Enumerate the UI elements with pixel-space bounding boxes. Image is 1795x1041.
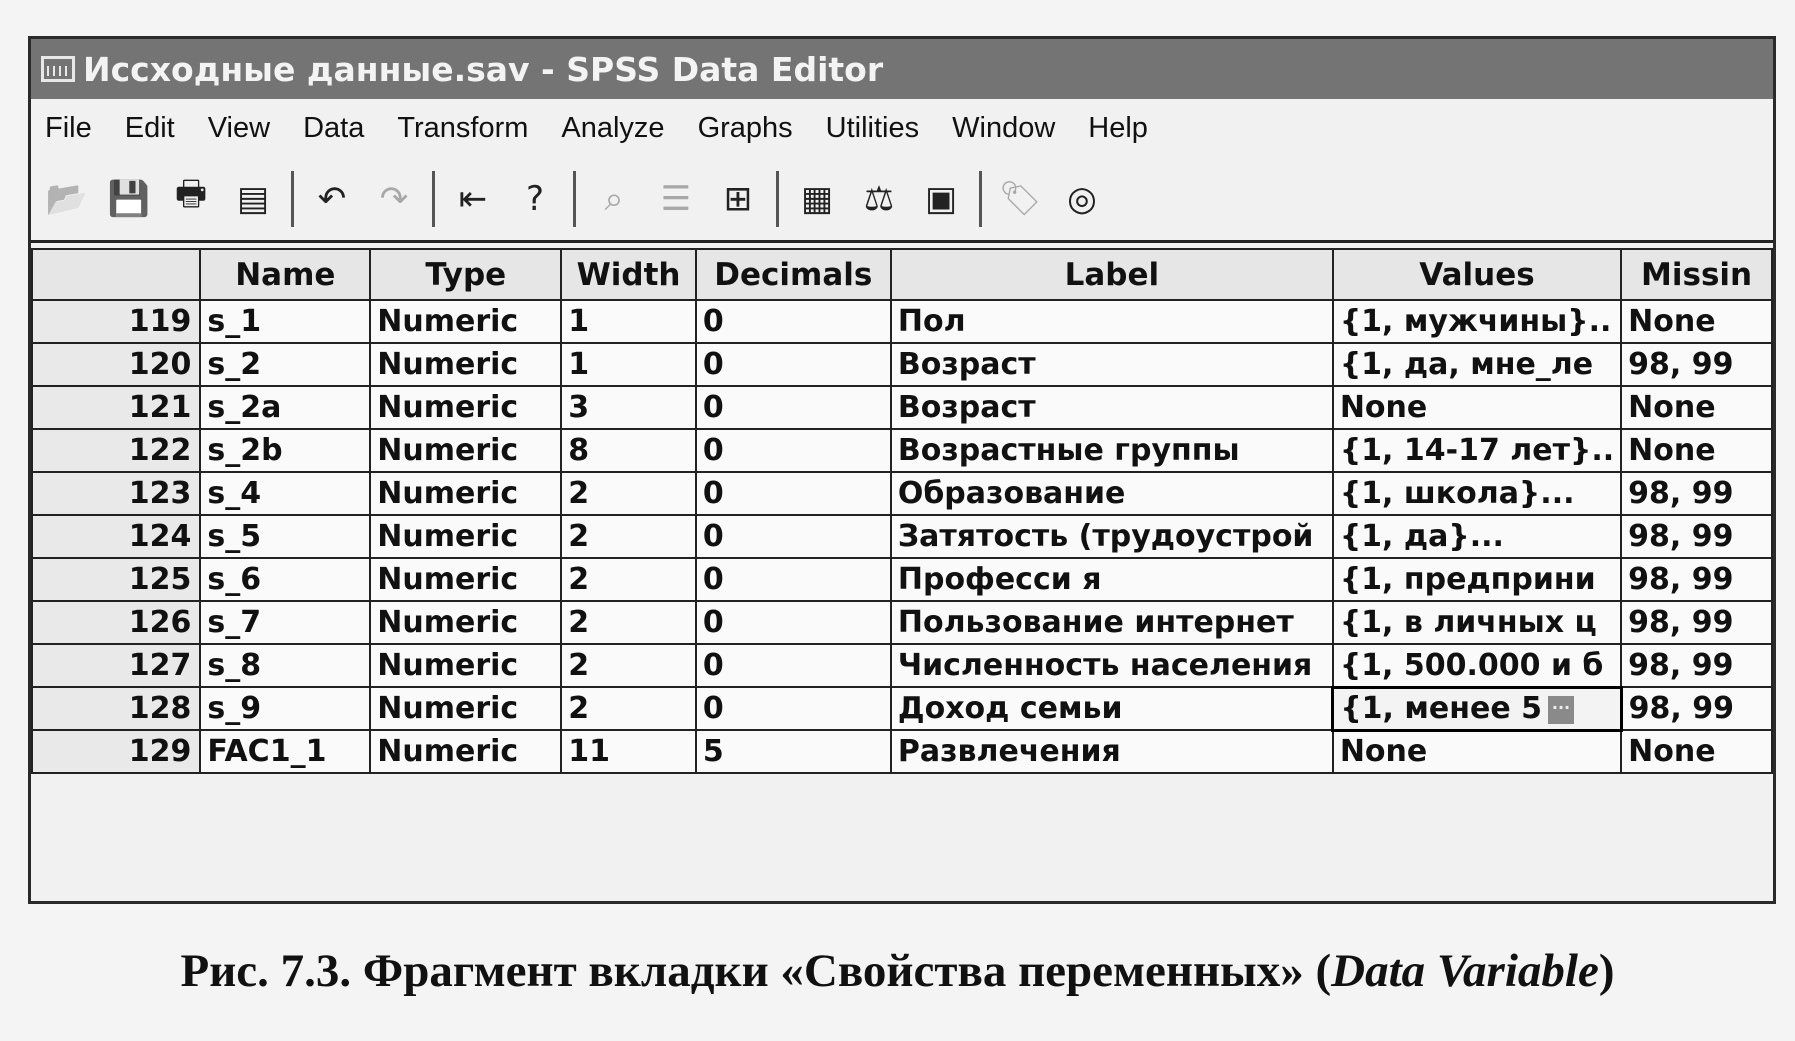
row-number[interactable]: 119 [32, 300, 200, 343]
print-icon[interactable]: 🖶 [174, 174, 208, 214]
cell-name[interactable]: s_2 [200, 343, 370, 386]
cell-values[interactable]: {1, предприни [1333, 558, 1621, 601]
cell-width[interactable]: 2 [561, 515, 696, 558]
cell-values[interactable]: {1, 500.000 и б [1333, 644, 1621, 687]
cell-name[interactable]: s_4 [200, 472, 370, 515]
app-icon [41, 56, 75, 82]
cell-label[interactable]: Образование [891, 472, 1333, 515]
cell-width[interactable]: 2 [561, 644, 696, 687]
table-row [32, 730, 1772, 773]
cell-values[interactable]: {1, да}... [1333, 515, 1621, 558]
row-number[interactable]: 123 [32, 472, 200, 515]
cell-width[interactable]: 2 [561, 601, 696, 644]
cell-values[interactable]: {1, школа}... [1333, 472, 1621, 515]
table-row [32, 644, 1772, 687]
window-title: Иссходные данные.sav - SPSS Data Editor [83, 49, 884, 89]
cell-missing[interactable]: 98, 99 [1621, 472, 1772, 515]
row-number[interactable]: 124 [32, 515, 200, 558]
cell-width[interactable]: 2 [561, 472, 696, 515]
toolbar-separator [291, 171, 294, 227]
cell-values[interactable]: {1, мужчины}.. [1333, 300, 1621, 343]
cell-label[interactable]: Возрастные группы [891, 429, 1333, 472]
cell-values-text: {1, менее 5 [1340, 691, 1542, 726]
cell-name[interactable]: s_7 [200, 601, 370, 644]
cell-type[interactable]: Numeric [370, 343, 561, 386]
insert-variable-icon[interactable]: ⊞ [723, 178, 753, 219]
column-header-type[interactable]: Type [370, 249, 561, 300]
cell-values[interactable]: {1, да, мне_ле [1333, 343, 1621, 386]
toolbar-separator [432, 171, 435, 227]
ellipsis-button[interactable]: ··· [1548, 696, 1574, 724]
cell-decimals[interactable]: 0 [696, 386, 891, 429]
cell-missing[interactable]: 98, 99 [1621, 644, 1772, 687]
caption-suffix: ) [1598, 945, 1615, 997]
cell-width[interactable]: 3 [561, 386, 696, 429]
table-row [32, 429, 1772, 472]
cell-width[interactable]: 2 [561, 687, 696, 730]
table-row [32, 386, 1772, 429]
cell-label[interactable]: Пол [891, 300, 1333, 343]
cell-type[interactable]: Numeric [370, 601, 561, 644]
row-number[interactable]: 129 [32, 730, 200, 773]
select-cases-icon[interactable]: ▣ [924, 178, 958, 219]
menu-window[interactable]: Window [952, 111, 1056, 144]
column-header-name[interactable]: Name [200, 249, 370, 300]
spss-window [28, 36, 1776, 904]
cell-type[interactable]: Numeric [370, 558, 561, 601]
cell-type[interactable]: Numeric [370, 300, 561, 343]
weight-cases-icon[interactable]: ⚖ [863, 178, 895, 219]
cell-missing[interactable]: None [1621, 429, 1772, 472]
cell-missing[interactable]: 98, 99 [1621, 601, 1772, 644]
open-icon[interactable]: 📂 [45, 178, 89, 219]
column-header-decimals[interactable]: Decimals [696, 249, 891, 300]
table-row [32, 687, 1772, 730]
column-header-label[interactable]: Label [891, 249, 1333, 300]
cell-type[interactable]: Numeric [370, 730, 561, 773]
cell-values[interactable]: None [1333, 386, 1621, 429]
cell-label[interactable]: Доход семьи [891, 687, 1333, 730]
cell-width[interactable]: 2 [561, 558, 696, 601]
cell-width[interactable]: 1 [561, 300, 696, 343]
header-row [32, 249, 1772, 300]
menu-edit[interactable]: Edit [124, 111, 175, 144]
cell-decimals[interactable]: 0 [696, 558, 891, 601]
table-row [32, 343, 1772, 386]
caption-prefix: Рис. 7.3. Фрагмент вкладки «Свойства переменных» ( [180, 945, 1332, 997]
cell-name[interactable]: s_2a [200, 386, 370, 429]
cell-type[interactable]: Numeric [370, 644, 561, 687]
find-icon[interactable]: ⌕ [604, 178, 624, 219]
variable-view-grid [31, 248, 1773, 774]
cell-label[interactable]: Пользование интернет [891, 601, 1333, 644]
cell-type[interactable]: Numeric [370, 386, 561, 429]
cell-type[interactable]: Numeric [370, 515, 561, 558]
cell-missing[interactable]: None [1621, 300, 1772, 343]
split-file-icon[interactable]: ▦ [800, 178, 834, 219]
cell-decimals[interactable]: 0 [696, 472, 891, 515]
redo-icon[interactable]: ↷ [379, 178, 409, 219]
cell-label[interactable]: Численность населения [891, 644, 1333, 687]
row-number[interactable]: 128 [32, 687, 200, 730]
cell-missing[interactable]: 98, 99 [1621, 343, 1772, 386]
title-bar[interactable] [31, 39, 1773, 99]
cell-type[interactable]: Numeric [370, 472, 561, 515]
table-row [32, 472, 1772, 515]
menu-bar [31, 99, 1773, 157]
row-number[interactable]: 126 [32, 601, 200, 644]
toolbar-separator [979, 171, 982, 227]
menu-help[interactable]: Help [1088, 111, 1148, 144]
column-header-missing[interactable]: Missin [1621, 249, 1772, 300]
menu-file[interactable]: File [45, 111, 92, 144]
row-number[interactable]: 127 [32, 644, 200, 687]
row-number[interactable]: 120 [32, 343, 200, 386]
cell-name[interactable]: FAC1_1 [200, 730, 370, 773]
cell-decimals[interactable]: 5 [696, 730, 891, 773]
cell-width[interactable]: 8 [561, 429, 696, 472]
cell-missing[interactable]: 98, 99 [1621, 558, 1772, 601]
cell-decimals[interactable]: 0 [696, 429, 891, 472]
table-row [32, 515, 1772, 558]
corner-cell[interactable] [32, 249, 200, 300]
cell-values-active[interactable] [1333, 687, 1621, 730]
cell-name[interactable]: s_1 [200, 300, 370, 343]
cell-label[interactable]: Развлечения [891, 730, 1333, 773]
dialog-recall-icon[interactable]: ▤ [236, 178, 270, 219]
figure-caption [0, 944, 1795, 998]
row-number[interactable]: 125 [32, 558, 200, 601]
cell-label[interactable]: Возраст [891, 343, 1333, 386]
table-row [32, 601, 1772, 644]
cell-width[interactable]: 1 [561, 343, 696, 386]
cell-name[interactable]: s_5 [200, 515, 370, 558]
caption-italic: Data Variable [1331, 945, 1599, 997]
cell-decimals[interactable]: 0 [696, 644, 891, 687]
use-sets-icon[interactable]: ◎ [1067, 178, 1097, 219]
cell-label[interactable]: Возраст [891, 386, 1333, 429]
toolbar [31, 157, 1773, 243]
menu-data[interactable]: Data [303, 111, 365, 144]
undo-icon[interactable]: ↶ [317, 178, 347, 219]
cell-name[interactable]: s_2b [200, 429, 370, 472]
cell-missing[interactable]: 98, 99 [1621, 515, 1772, 558]
cell-decimals[interactable]: 0 [696, 687, 891, 730]
cell-type[interactable]: Numeric [370, 687, 561, 730]
save-icon[interactable]: 💾 [107, 178, 151, 219]
value-labels-icon[interactable]: 🏷 [998, 178, 1042, 219]
cell-values[interactable]: {1, 14-17 лет}.. [1333, 429, 1621, 472]
cell-missing[interactable]: None [1621, 386, 1772, 429]
menu-view[interactable]: View [207, 111, 271, 144]
cell-label[interactable]: Професси я [891, 558, 1333, 601]
row-number[interactable]: 122 [32, 429, 200, 472]
cell-missing[interactable]: None [1621, 730, 1772, 773]
cell-name[interactable]: s_6 [200, 558, 370, 601]
column-header-width[interactable]: Width [561, 249, 696, 300]
column-header-values[interactable]: Values [1333, 249, 1621, 300]
toolbar-separator [776, 171, 779, 227]
cell-values[interactable]: None [1333, 730, 1621, 773]
cell-values[interactable]: {1, в личных ц [1333, 601, 1621, 644]
goto-case-icon[interactable]: ⇤ [458, 178, 488, 219]
cell-decimals[interactable]: 0 [696, 601, 891, 644]
cell-label[interactable]: Затятость (трудоустрой [891, 515, 1333, 558]
insert-case-icon[interactable]: ☰ [660, 178, 692, 219]
menu-utilities[interactable]: Utilities [825, 111, 920, 144]
cell-name[interactable]: s_9 [200, 687, 370, 730]
cell-decimals[interactable]: 0 [696, 515, 891, 558]
variables-icon[interactable]: ? [525, 178, 545, 219]
menu-transform[interactable]: Transform [397, 111, 529, 144]
cell-name[interactable]: s_8 [200, 644, 370, 687]
row-number[interactable]: 121 [32, 386, 200, 429]
menu-graphs[interactable]: Graphs [697, 111, 793, 144]
cell-type[interactable]: Numeric [370, 429, 561, 472]
cell-decimals[interactable]: 0 [696, 343, 891, 386]
table-row [32, 558, 1772, 601]
cell-width[interactable]: 11 [561, 730, 696, 773]
table-row [32, 300, 1772, 343]
cell-missing[interactable]: 98, 99 [1621, 687, 1772, 730]
cell-decimals[interactable]: 0 [696, 300, 891, 343]
toolbar-separator [573, 171, 576, 227]
menu-analyze[interactable]: Analyze [561, 111, 665, 144]
